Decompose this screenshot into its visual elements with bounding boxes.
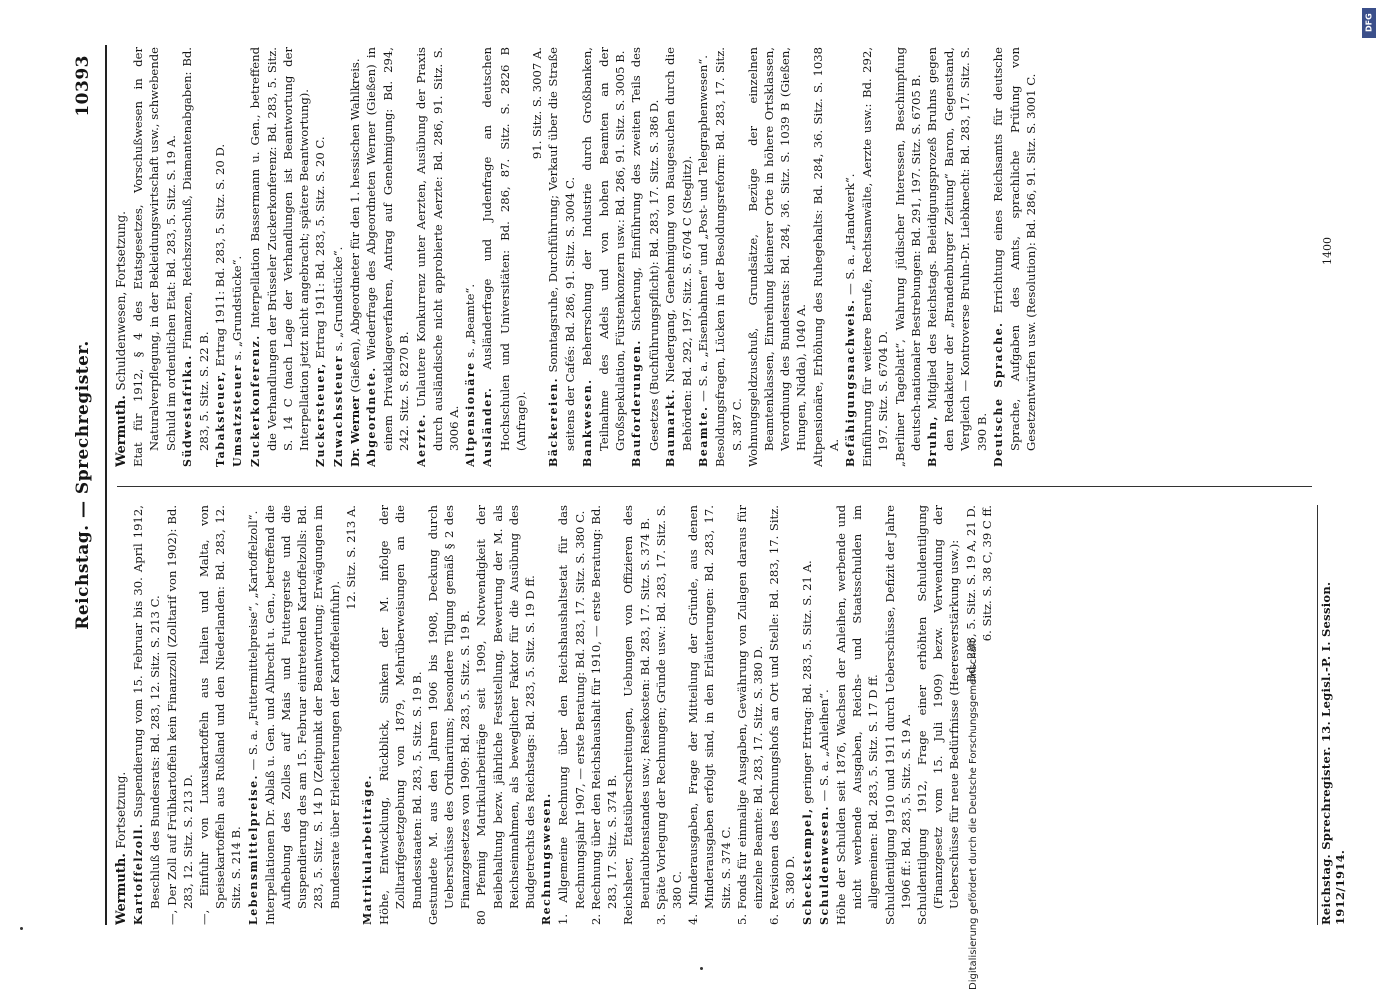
entry-text: s. „Grundstücke“.	[330, 246, 345, 355]
header-rule	[105, 45, 107, 925]
dfg-logo: DFG	[1362, 8, 1376, 38]
register-entry	[479, 47, 529, 467]
entry-text: Finanzen, Reichszuschuß, Diamantenabgaben: Bd. 283, 5. Sitz. S. 22 B.	[179, 47, 212, 451]
register-entry	[130, 47, 179, 467]
entry-keyword: Umsatzsteuer	[231, 364, 245, 467]
entry-text: Sicherung, Einführung des zweiten Teils des Gesetzes (Buchführungspflicht): Bd. 283, 17. Sitz. S. 386 D.	[629, 47, 661, 451]
entry-keyword: Abgeordnete.	[365, 366, 379, 467]
entry-keyword: Matrikularbeiträge.	[361, 774, 375, 925]
entry-text: — S. a. „Anleihen“.	[816, 689, 831, 805]
register-entry	[229, 47, 246, 467]
register-entry	[247, 47, 313, 467]
left-column-heading	[113, 505, 130, 925]
continuation-label: Schuldenwesen, Fortsetzung.	[114, 211, 128, 391]
entry-text: 6. Revisionen des Rechnungshofs an Ort und Stelle: Bd. 283, 17. Sitz. S. 380 D.	[767, 505, 798, 925]
entry-text: Sonntagsruhe, Durchführung; Verkauf über die Straße seitens der Cafés: Bd. 286, 91. Sitz. S. 3004 C.	[546, 47, 578, 451]
speaker-name: Wermuth.	[114, 395, 129, 467]
entry-keyword: Bauforderungen.	[630, 339, 644, 467]
entry-text: Besoldungsfragen, Lücken in der Besoldungsreform: Bd. 283, 17. Sitz. S. 387 C.	[713, 47, 744, 467]
register-entry	[413, 47, 463, 467]
entry-keyword: Zuwachssteuer	[331, 354, 345, 467]
entry-text: Gestundete M. aus den Jahren 1906 bis 1908, Deckung durch Ueberschüsse des Ordinariums; besondere Tilgung gemäß § 2 des Finanzgesetzes von 1909: Bd. 283, 5. Sitz. S. 19 B.	[425, 505, 473, 925]
entry-text: 80 Pfennig Matrikularbeiträge seit 1909, Notwendigkeit der Beibehaltung bezw. jährliche Feststellung, Bewertung der M. als Reichseinnahmen, als beweglicher Faktor für die Ausübung des Budgetrechts des Reichstags: Bd. 283, 5. Sitz. S. 19 D ff.	[474, 505, 538, 925]
entry-text: — S. a. „Futtermittelpreise“, „Kartoffelzoll“.	[245, 510, 260, 775]
entry-text: — S. a. „Handwerk“.	[842, 173, 857, 299]
register-entry	[620, 505, 652, 925]
entry-text: Altpensionäre, Erhöhung des Ruhegehalts: Bd. 284, 36. Sitz. S. 1038 A.	[810, 47, 841, 467]
register-entry	[685, 505, 734, 925]
entry-keyword: Südwestafrika.	[180, 354, 194, 467]
register-entry	[833, 505, 882, 925]
entry-reference: Bd. 283, 5. Sitz. S. 19 A, 21 D.	[963, 505, 978, 683]
page-mark: 1400	[1321, 237, 1334, 265]
entry-keyword: Rechnungswesen.	[540, 792, 554, 925]
right-entries	[130, 47, 1039, 467]
entry-keyword: Scheckstempel,	[800, 807, 814, 925]
register-entry	[734, 505, 766, 925]
entry-text: s. „Grundstücke“.	[230, 255, 245, 365]
register-entry	[164, 505, 196, 925]
entry-keyword: Tabaksteuer,	[214, 370, 228, 467]
entry-text: Schuldentilgung 1910 und 1911 durch Ueberschüsse, Defizit der Jahre 1906 ff.: Bd. 283, 5. Sitz. S. 19 A.	[882, 505, 913, 925]
entry-text: Errichtung eines Reichsamts für deutsche Sprache, Aufgaben des Amts, sprachliche Prüfung von Gesetzentwürfen usw. (Resolution): Bd. 286, 91. Sitz. S. 3001 C.	[990, 47, 1039, 451]
register-entry	[130, 505, 163, 925]
left-entries	[130, 505, 995, 925]
entry-text: geringer Ertrag: Bd. 283, 5. Sitz. S. 21 A.	[799, 560, 814, 808]
page-number: 10393	[73, 55, 93, 117]
register-entry	[330, 47, 347, 467]
entry-keyword: Schuldenwesen.	[817, 805, 831, 925]
entry-keyword: Aerzte.	[414, 413, 428, 467]
register-entry	[662, 47, 695, 467]
entry-keyword: Bruhn,	[925, 415, 939, 467]
register-entry	[555, 505, 587, 925]
scan-speck	[20, 927, 23, 930]
right-column	[113, 47, 1318, 467]
entry-text: Unlautere Konkurrenz unter Aerzten, Ausübung der Praxis durch ausländische nicht approbierte Aerzte: Bd. 286, 91. Sitz. S. 3006 A.	[413, 47, 462, 451]
footer-rule	[1317, 505, 1318, 925]
column-divider	[117, 486, 1312, 487]
entry-keyword: Altpensionäre	[464, 361, 478, 467]
register-entry	[473, 505, 538, 925]
speaker-subheading: Dr. Werner	[347, 396, 362, 467]
entry-keyword: Bäckereien.	[547, 376, 561, 467]
register-entry	[262, 505, 343, 925]
register-entry	[462, 47, 479, 467]
entry-keyword: Lebensmittelpreise.	[246, 774, 260, 925]
entry-text: Wohnungsgeldzuschuß, Grundsätze, Bezüge der einzelnen Beamtenklassen, Einreihung kleinerer Orte in höhere Ortsklassen, Verordnung des Bundesrats: Bd. 284, 36. Sitz. S. 1039 B (Gießen, Hungen, Nidda), 1040 A.	[745, 47, 809, 467]
register-entry	[816, 505, 833, 925]
continuation-label: Fortsetzung.	[114, 771, 128, 849]
register-entry	[990, 47, 1040, 467]
entry-keyword: Deutsche Sprache.	[991, 321, 1005, 467]
entry-text: Suspendierung vom 15. Februar bis 30. April 1912, Beschluß des Bundesrats: Bd. 283, 12. Sitz. S. 213 C.	[131, 505, 163, 909]
register-entry	[653, 505, 685, 925]
entry-text: — S. a. „Eisenbahnen“ und „Post- und Telegraphenwesen“.	[696, 55, 711, 406]
entry-keyword: Baumarkt.	[663, 387, 677, 467]
entry-text: —, Einfuhr von Luxuskartoffeln aus Italien und Malta, von Speisekartoffeln aus Rußland und den Niederlanden: Bd. 283, 12. Sitz. S. 214 B.	[197, 505, 244, 925]
running-head	[73, 45, 99, 925]
register-entry	[882, 505, 914, 925]
register-entry	[914, 505, 963, 925]
entry-text: Schuldentilgung 1912, Frage einer erhöhten Schuldentilgung (Finanzgesetz vom 15. Juli 1909) bezw. Verwendung der Ueberschüsse für neue Bedürfnisse (Heeresverstärkung usw.):	[914, 505, 962, 925]
register-entry	[196, 505, 245, 925]
register-entry	[245, 505, 262, 925]
entry-keyword: Befähigungsnachweis.	[843, 298, 857, 467]
register-entry	[545, 47, 578, 467]
entry-text: Interpellationen Dr. Ablaß u. Gen. und Albrecht u. Gen., betreffend die Aufhebung des Zolles auf Mais und Futtergerste und die Suspendierung des am 15. Februar eintretenden Kartoffelzolls: Bd. 283, 5. Sitz. S. 14 D (Zeitpunkt der Beantwortung; Erwägungen im Bundesrate über Erleichterungen der Kartoffeleinfuhr).	[262, 505, 342, 925]
register-entry	[376, 505, 425, 925]
entry-text: Höhe der Schulden seit 1876, Wachsen der Anleihen, werbende und nicht werbende Ausgaben, Reichs- und Staatsschulden im allgemeinen: Bd. 283, 5. Sitz. S. 17 D ff.	[833, 505, 881, 925]
register-sheet	[55, 45, 1347, 925]
entry-text: Ertrag 1911: Bd. 283, 5. Sitz. S. 20 D.	[213, 143, 228, 371]
register-entry	[588, 505, 620, 925]
register-entry	[766, 505, 798, 925]
register-entry	[179, 47, 212, 467]
entry-keyword: Kartoffelzoll.	[132, 822, 146, 925]
entry-keyword: Beamte.	[697, 405, 711, 467]
register-entry	[425, 505, 474, 925]
entry-text: Höhe, Entwicklung, Rückblick, Sinken der M. infolge der Zolltarifgesetzgebung von 1879, Mehrüberweisungen an die Bundesstaaten: Bd. 283, 5. Sitz. S. 19 B.	[377, 505, 424, 925]
register-entry	[359, 505, 376, 925]
scan-speck	[700, 967, 703, 970]
register-entry	[579, 47, 629, 467]
entry-text: Ertrag 1911: Bd. 283, 5. Sitz. S. 20 C.	[313, 136, 328, 363]
digitization-note: Digitalisierung gefördert durch die Deutsche Forschungsgemeinschaft	[968, 639, 979, 990]
register-entry	[538, 505, 555, 925]
entry-text: 3. Späte Vorlegung der Rechnungen; Gründe usw.: Bd. 283, 17. Sitz. S. 380 C.	[653, 505, 684, 925]
register-entry	[859, 47, 891, 467]
entry-reference: 6. Sitz. S. 38 C, 39 C ff.	[979, 505, 994, 642]
entry-text: Ausländerfrage und Judenfrage an deutschen Hochschulen und Universitäten: Bd. 286, 87. Sitz. S. 2826 B (Anfrage).	[480, 47, 528, 451]
register-entry	[799, 505, 816, 925]
entry-keyword: Zuckerkonferenz.	[248, 334, 262, 467]
entry-text: Einführung für weitere Berufe, Rechtsanwälte, Aerzte usw.: Bd. 292, 197. Sitz. S. 6704 D.	[860, 47, 891, 467]
entry-text: Reichsheer, Etatsüberschreitungen, Uebungen von Offizieren des Beurlaubtenstandes usw.; Reisekosten: Bd. 283, 17. Sitz. S. 374 B.	[621, 505, 652, 925]
register-entry	[892, 47, 924, 467]
entry-text: (Gießen), Abgeordneter für den 1. hessischen Wahlkreis.	[347, 58, 362, 397]
entry-text: 5. Fonds für einmalige Ausgaben, Gewährung von Zulagen daraus für einzelne Beamte: Bd. 283, 17. Sitz. S. 380 D.	[734, 505, 765, 925]
footer: Reichstag. Sprechregister. 13. Legisl.-P. I. Session. 1912/1914.	[1319, 581, 1347, 925]
register-entry	[695, 47, 712, 467]
right-column-heading	[113, 47, 130, 467]
entry-text: s. „Beamte“.	[463, 283, 478, 362]
entry-reference: 12. Sitz. S. 213 A.	[343, 505, 358, 610]
entry-text: 1. Allgemeine Rechnung über den Reichshaushaltsetat für das Rechnungsjahr 1907, — erste Beratung: Bd. 283, 17. Sitz. S. 380 C.	[556, 505, 587, 925]
entry-text: 2. Rechnung über den Reichshaushalt für 1910, — erste Beratung: Bd. 283, 17. Sitz. S. 374 B.	[588, 505, 620, 925]
entry-text: „Berliner Tageblatt“, Wahrung jüdischer Interessen, Beschimpfung deutsch-nationaler Bestrebungen: Bd. 291, 197. Sitz. S. 6705 B.	[892, 47, 923, 467]
entry-text: —, Der Zoll auf Frühkartoffeln kein Finanzzoll (Zolltarif von 1902): Bd. 283, 12. Sitz. S. 213 D.	[164, 505, 195, 925]
register-entry	[347, 47, 363, 467]
entry-keyword: Ausländer.	[481, 386, 495, 467]
register-entry	[628, 47, 661, 467]
entry-text: Wiederfrage des Abgeordneten Werner (Gießen) in einem Privatklageverfahren, Antrag auf Genehmigung: Bd. 294, 242. Sitz. S. 8270 B.	[364, 47, 412, 451]
entry-text: Mitglied des Reichstags. Beleidigungsprozeß Bruhns gegen den Redakteur der „Brandenburger Zeitung“ Baron, Gegenstand, Vergleich — Kontroverse Bruhn-Dr. Liebknecht: Bd. 283, 17. Sitz. S. 390 B.	[924, 47, 989, 451]
speaker-name: Wermuth.	[114, 853, 129, 925]
register-entry	[745, 47, 810, 467]
entry-keyword: Bankwesen.	[580, 378, 594, 467]
register-entry	[363, 47, 413, 467]
entry-text: Etat für 1912, § 4 des Etatsgesetzes, Vorschußwesen in der Naturalverpflegung, in der Bekleidungswirtschaft usw., schwebende Schuld im ordentlichen Etat: Bd. 283, 5. Sitz. S. 19 A.	[131, 47, 178, 467]
register-entry	[842, 47, 859, 467]
entry-text: Interpellation Bassermann u. Gen., betreffend die Verhandlungen der Brüsseler Zuckerkonferenz: Bd. 283, 5. Sitz. S. 14 C (nach Lage der Verhandlungen ist Beantwortung der Interpellation jetzt nicht angebracht; spätere Beantwortung).	[247, 47, 312, 451]
entry-keyword: Zuckersteuer,	[314, 362, 328, 467]
left-column	[113, 505, 1318, 925]
register-entry	[312, 47, 329, 467]
register-entry	[712, 47, 744, 467]
entry-text: 4. Minderausgaben, Frage der Mitteilung der Gründe, aus denen Minderausgaben erfolgt sind, in den Erläuterungen: Bd. 283, 17. Sitz. S. 374 C.	[686, 505, 733, 925]
register-entry	[212, 47, 229, 467]
entry-reference: 91. Sitz. S. 3007 A.	[530, 47, 545, 160]
entry-text: Niedergang, Genehmigung von Baugesuchen durch die Behörden: Bd. 292, 197. Sitz. S. 6704 C (Steglitz).	[662, 47, 694, 451]
register-entry	[810, 47, 842, 467]
entry-text: Beherrschung der Industrie durch Großbanken, Teilnahme des Adels und von hohen Beamten an der Großspekulation, Fürstenkonzern usw.: Bd. 286, 91. Sitz. S. 3005 B.	[579, 47, 628, 451]
running-head-title: Reichstag. — Sprechregister.	[73, 340, 93, 630]
